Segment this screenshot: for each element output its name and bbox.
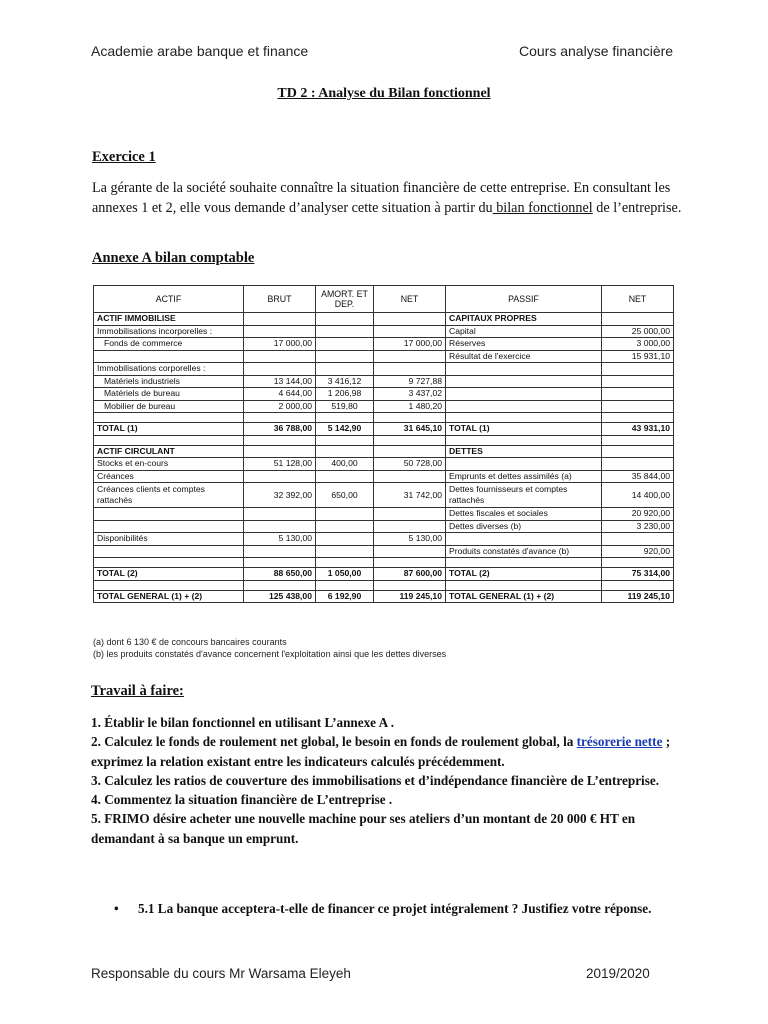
table-cell [244,470,316,483]
page-title: TD 2 : Analyse du Bilan fonctionnel [277,86,491,101]
table-cell [446,413,602,423]
table-cell [316,363,374,376]
table-cell: 88 650,00 [244,568,316,581]
table-row [94,413,674,423]
table-cell: Matériels de bureau [94,388,244,401]
table-cell [316,313,374,326]
table-row [94,520,674,533]
header-left: Academie arabe banque et finance [91,43,309,59]
table-cell: 119 245,10 [602,590,674,603]
table-cell [94,350,244,363]
table-cell [446,580,602,590]
header-right: Cours analyse financière [519,43,674,59]
table-cell [244,325,316,338]
table-cell [446,375,602,388]
table-cell [374,413,446,423]
table-cell: 4 644,00 [244,388,316,401]
table-row [94,508,674,521]
table-cell [316,435,374,445]
annex-heading: Annexe A bilan comptable [92,250,255,266]
table-cell [602,458,674,471]
task-2 [91,732,691,771]
table-cell [244,413,316,423]
task-2-text-1: 2. Calculez le fonds de roulement net global, le besoin en fonds de roulement global, la [91,734,577,750]
table-cell [446,363,602,376]
table-row [94,458,674,471]
table-notes [93,636,446,660]
table-cell: 920,00 [602,545,674,558]
table-cell: 125 438,00 [244,590,316,603]
table-row [94,580,674,590]
table-cell: 3 000,00 [602,338,674,351]
table-cell [244,445,316,458]
exercise-heading: Exercice 1 [92,149,156,165]
table-cell [446,458,602,471]
table-row [94,558,674,568]
footer-left: Responsable du cours Mr Warsama Eleyeh [91,966,351,981]
table-cell: 32 392,00 [244,483,316,508]
table-cell [602,363,674,376]
table-cell: 31 742,00 [374,483,446,508]
table-row [94,388,674,401]
table-cell: DETTES [446,445,602,458]
table-cell [374,508,446,521]
table-cell: TOTAL (1) [94,423,244,436]
table-cell: 36 788,00 [244,423,316,436]
table-cell: ACTIF IMMOBILISE [94,313,244,326]
table-cell: 5 130,00 [374,533,446,546]
task-5: 5. FRIMO désire acheter une nouvelle machine pour ses ateliers d’un montant de 20 000 € HT en demandant à sa banque un emprunt. [91,811,636,846]
table-cell [244,580,316,590]
table-cell [94,413,244,423]
table-cell: Fonds de commerce [94,338,244,351]
table-cell [602,388,674,401]
table-cell: Capital [446,325,602,338]
table-header-cell: BRUT [244,286,316,313]
table-cell: 9 727,88 [374,375,446,388]
table-row [94,350,674,363]
table-cell [602,400,674,413]
table-cell: 6 192,90 [316,590,374,603]
table-cell: TOTAL (2) [446,568,602,581]
table-cell: 15 931,10 [602,350,674,363]
table-cell: Créances clients et comptes rattachés [94,483,244,508]
table-cell: 43 931,10 [602,423,674,436]
table-row [94,375,674,388]
table-cell: 650,00 [316,483,374,508]
table-cell [244,363,316,376]
table-cell [94,520,244,533]
table-cell [316,350,374,363]
table-cell: 519,80 [316,400,374,413]
table-cell [374,445,446,458]
table-cell [446,435,602,445]
table-row [94,590,674,603]
exercise-paragraph [92,178,692,218]
table-cell [602,313,674,326]
table-row [94,435,674,445]
table-cell [244,350,316,363]
table-cell: TOTAL (1) [446,423,602,436]
table-cell: 14 400,00 [602,483,674,508]
task-3: 3. Calculez les ratios de couverture des immobilisations et d’indépendance financière de L’entreprise. [91,772,659,788]
table-cell [316,470,374,483]
table-cell: 1 480,20 [374,400,446,413]
table-cell: Disponibilités [94,533,244,546]
table-row [94,400,674,413]
table-cell [94,580,244,590]
bilan-fonctionnel-term: bilan fonctionnel [492,200,593,216]
table-cell: 13 144,00 [244,375,316,388]
table-cell [316,445,374,458]
table-cell [316,325,374,338]
table-cell [374,470,446,483]
table-row [94,483,674,508]
table-cell [374,580,446,590]
table-cell [446,533,602,546]
footer-right: 2019/2020 [586,966,650,981]
table-cell [316,413,374,423]
table-cell: TOTAL GENERAL (1) + (2) [94,590,244,603]
paragraph-text-1: La gérante de la société souhaite connaître la situation financière de cette entreprise. En consultant les annexes 1 et 2, elle vous demande d’analyser cette situation à partir du [92,180,671,216]
table-cell: 3 437,02 [374,388,446,401]
note-b: (b) les produits constatés d'avance concernent l'exploitation ainsi que les dettes diverses [93,649,447,659]
table-cell: 1 050,00 [316,568,374,581]
table-row [94,423,674,436]
task-5-1-text: 5.1 La banque acceptera-t-elle de financer ce projet intégralement ? Justifiez votre réponse. [138,901,652,916]
table-row [94,470,674,483]
bullet-icon: • [114,901,119,916]
table-cell [374,325,446,338]
table-cell: 3 416,12 [316,375,374,388]
table-cell [446,558,602,568]
table-cell [374,520,446,533]
table-cell: TOTAL (2) [94,568,244,581]
table-row [94,363,674,376]
table-cell: 5 142,90 [316,423,374,436]
table-cell: ACTIF CIRCULANT [94,445,244,458]
table-cell: 3 230,00 [602,520,674,533]
table-cell [374,363,446,376]
table-cell: 17 000,00 [244,338,316,351]
table-cell: 5 130,00 [244,533,316,546]
table-header-cell: AMORT. ET DEP. [316,286,374,313]
balance-sheet-table [93,285,674,603]
table-cell: 20 920,00 [602,508,674,521]
table-cell: TOTAL GENERAL (1) + (2) [446,590,602,603]
table-cell [244,520,316,533]
table-cell: 51 128,00 [244,458,316,471]
table-cell: Résultat de l'exercice [446,350,602,363]
table-cell: Mobilier de bureau [94,400,244,413]
table-cell [94,508,244,521]
table-cell [316,520,374,533]
task-list [91,713,691,848]
table-cell [316,508,374,521]
table-cell [244,508,316,521]
table-cell [244,435,316,445]
table-cell [602,375,674,388]
work-heading: Travail à faire: [91,683,184,699]
table-row [94,325,674,338]
table-cell [316,558,374,568]
table-cell [602,533,674,546]
table-cell: 87 600,00 [374,568,446,581]
table-cell [446,388,602,401]
table-header-cell: ACTIF [94,286,244,313]
table-cell: Dettes fiscales et sociales [446,508,602,521]
table-cell [94,558,244,568]
table-cell [602,445,674,458]
table-cell: 31 645,10 [374,423,446,436]
table-row [94,313,674,326]
table-cell [316,338,374,351]
table-cell: 1 206,98 [316,388,374,401]
table-cell [316,580,374,590]
paragraph-text-2: de l’entreprise. [592,200,682,216]
table-row [94,568,674,581]
tresorerie-nette-link[interactable]: trésorerie nette [576,734,663,750]
table-cell: Emprunts et dettes assimilés (a) [446,470,602,483]
table-cell [602,413,674,423]
table-row [94,338,674,351]
table-cell [374,350,446,363]
table-cell [94,435,244,445]
table-cell [244,313,316,326]
table-cell: 25 000,00 [602,325,674,338]
table-cell [602,558,674,568]
table-cell [374,435,446,445]
table-cell: Dettes diverses (b) [446,520,602,533]
table-header-cell: PASSIF [446,286,602,313]
table-cell [374,558,446,568]
table-cell [244,558,316,568]
table-cell: Immobilisations incorporelles : [94,325,244,338]
table-cell [446,400,602,413]
task-2-text-2: ; exprimez la relation existant entre les indicateurs calculés précédemment. [91,734,671,769]
table-cell [244,545,316,558]
table-cell: Matériels industriels [94,375,244,388]
table-cell [602,580,674,590]
table-row [94,533,674,546]
table-cell [94,545,244,558]
table-cell: 400,00 [316,458,374,471]
table-cell: 17 000,00 [374,338,446,351]
task-1: 1. Établir le bilan fonctionnel en utilisant L’annexe A . [91,715,394,730]
note-a: (a) dont 6 130 € de concours bancaires courants [93,637,287,647]
table-cell: Dettes fournisseurs et comptes rattachés [446,483,602,508]
table-cell [602,435,674,445]
table-cell [316,545,374,558]
table-row [94,545,674,558]
table-cell: Immobilisations corporelles : [94,363,244,376]
task-4: 4. Commentez la situation financière de L’entreprise . [91,792,393,808]
table-cell: Produits constatés d'avance (b) [446,545,602,558]
table-header-cell: NET [374,286,446,313]
table-cell: Créances [94,470,244,483]
table-cell: 119 245,10 [374,590,446,603]
table-cell: 50 728,00 [374,458,446,471]
table-cell: CAPITAUX PROPRES [446,313,602,326]
table-cell [374,313,446,326]
table-cell: Stocks et en-cours [94,458,244,471]
table-row [94,445,674,458]
table-cell: 2 000,00 [244,400,316,413]
table-cell [374,545,446,558]
table-cell [316,533,374,546]
table-cell: Réserves [446,338,602,351]
table-header-cell: NET [602,286,674,313]
table-cell: 35 844,00 [602,470,674,483]
table-cell: 75 314,00 [602,568,674,581]
